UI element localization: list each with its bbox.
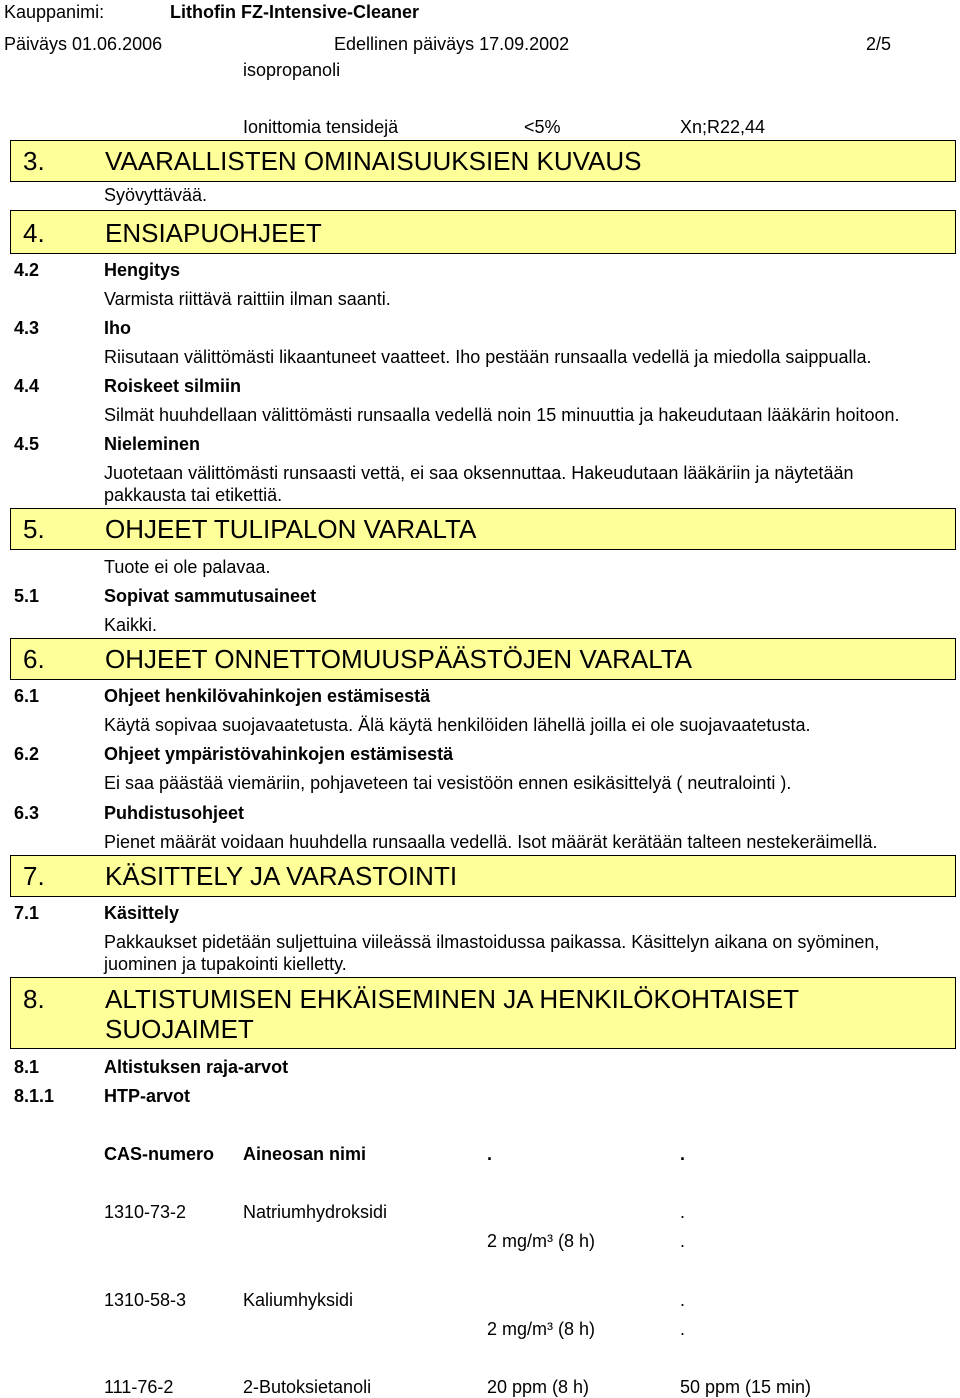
table-header-cas: CAS-numero [104, 1144, 215, 1164]
subsection-title: Nieleminen [104, 434, 201, 454]
subsection-title: HTP-arvot [104, 1086, 191, 1106]
subsection-number: 6.1 [14, 686, 40, 706]
subsection-title: Hengitys [104, 260, 181, 280]
table-cell-name: Kaliumhyksidi [243, 1290, 354, 1310]
ingredient-classification: Xn;R22,44 [680, 117, 766, 137]
table-cell-cas: 1310-73-2 [104, 1202, 187, 1222]
subsection-number: 7.1 [14, 903, 40, 923]
product-name: Lithofin FZ-Intensive-Cleaner [170, 2, 420, 22]
subsection-number: 8.1.1 [14, 1086, 55, 1106]
subsection-title: Ohjeet henkilövahinkojen estämisestä [104, 686, 431, 706]
subsection-title: Sopivat sammutusaineet [104, 586, 317, 606]
ingredient-isopropanoli: isopropanoli [243, 60, 341, 80]
table-cell-col4: 50 ppm (15 min) [680, 1377, 812, 1397]
section-6-header [10, 638, 956, 680]
previous-date: Edellinen päiväys 17.09.2002 [334, 34, 570, 54]
section-8-header [10, 977, 956, 1049]
section-title-line-2: SUOJAIMET [105, 1014, 254, 1044]
document-date: Päiväys 01.06.2006 [4, 34, 163, 54]
section-4-header [10, 210, 956, 254]
subsection-text-line-2: juominen ja tupakointi kielletty. [104, 954, 347, 974]
section-title: OHJEET TULIPALON VARALTA [105, 514, 477, 544]
subsection-title: Altistuksen raja-arvot [104, 1057, 289, 1077]
section-title: VAARALLISTEN OMINAISUUKSIEN KUVAUS [105, 146, 642, 176]
ingredient-amount: <5% [524, 117, 561, 137]
section-number: 7. [23, 861, 45, 891]
table-cell-name: 2-Butoksietanoli [243, 1377, 372, 1397]
subsection-number: 4.5 [14, 434, 40, 454]
section-number: 6. [23, 644, 45, 674]
subsection-number: 4.2 [14, 260, 40, 280]
section-3-text: Syövyttävää. [104, 185, 208, 205]
table-header-name: Aineosan nimi [243, 1144, 367, 1164]
table-cell-name: Natriumhydroksidi [243, 1202, 388, 1222]
table-cell-cas: 111-76-2 [104, 1377, 174, 1397]
subsection-title: Käsittely [104, 903, 180, 923]
table-cell-col3: 2 mg/m³ (8 h) [487, 1231, 596, 1251]
section-number: 3. [23, 146, 45, 176]
table-cell-col4: . [680, 1319, 686, 1339]
subsection-number: 5.1 [14, 586, 40, 606]
subsection-text: Riisutaan välittömästi likaantuneet vaatteet. Iho pestään runsaalla vedellä ja miedolla saippualla. [104, 347, 872, 367]
table-cell-col4: . [680, 1202, 686, 1222]
subsection-text: Silmät huuhdellaan välittömästi runsaalla vedellä noin 15 minuuttia ja hakeudutaan lääkärin hoitoon. [104, 405, 900, 425]
table-cell-col4: . [680, 1231, 686, 1251]
trade-name-label: Kauppanimi: [4, 2, 105, 22]
table-cell-col3: 2 mg/m³ (8 h) [487, 1319, 596, 1339]
section-3-header [10, 140, 956, 182]
section-5-text: Tuote ei ole palavaa. [104, 557, 271, 577]
subsection-text-line-1: Pakkaukset pidetään suljettuina viileässä ilmastoidussa paikassa. Käsittelyn aikana on syöminen, [104, 932, 880, 952]
table-header-col3: . [487, 1144, 493, 1164]
section-title-line-1: ALTISTUMISEN EHKÄISEMINEN JA HENKILÖKOHTAISET [105, 984, 799, 1014]
subsection-number: 6.3 [14, 803, 40, 823]
subsection-title: Iho [104, 318, 131, 338]
subsection-title: Puhdistusohjeet [104, 803, 245, 823]
section-title: ENSIAPUOHJEET [105, 218, 322, 248]
subsection-number: 4.4 [14, 376, 40, 396]
subsection-text: Pienet määrät voidaan huuhdella runsaalla vedellä. Isot määrät kerätään talteen nestekeräimellä. [104, 832, 878, 852]
subsection-text-line-1: Juotetaan välittömästi runsaasti vettä, ei saa oksennuttaa. Hakeudutaan lääkäriin ja näytetään [104, 463, 854, 483]
subsection-number: 6.2 [14, 744, 40, 764]
section-5-header [10, 508, 956, 550]
subsection-text-line-2: pakkausta tai etikettiä. [104, 485, 283, 505]
subsection-text: Varmista riittävä raittiin ilman saanti. [104, 289, 391, 309]
subsection-text: Ei saa päästää viemäriin, pohjaveteen tai vesistöön ennen esikäsittelyä ( neutralointi ). [104, 773, 792, 793]
section-7-header [10, 855, 956, 897]
page-number: 2/5 [866, 34, 892, 54]
subsection-text: Kaikki. [104, 615, 158, 635]
table-cell-col4: . [680, 1290, 686, 1310]
subsection-title: Ohjeet ympäristövahinkojen estämisestä [104, 744, 454, 764]
ingredient-name: Ionittomia tensidejä [243, 117, 399, 137]
subsection-title: Roiskeet silmiin [104, 376, 242, 396]
section-title: OHJEET ONNETTOMUUSPÄÄSTÖJEN VARALTA [105, 644, 693, 674]
subsection-number: 4.3 [14, 318, 40, 338]
section-number: 5. [23, 514, 45, 544]
section-title: KÄSITTELY JA VARASTOINTI [105, 861, 458, 891]
table-header-col4: . [680, 1144, 686, 1164]
table-cell-cas: 1310-58-3 [104, 1290, 187, 1310]
subsection-number: 8.1 [14, 1057, 40, 1077]
section-number: 4. [23, 218, 45, 248]
subsection-text: Käytä sopivaa suojavaatetusta. Älä käytä henkilöiden lähellä joilla ei ole suojavaatetusta. [104, 715, 811, 735]
section-number: 8. [23, 984, 45, 1014]
table-cell-col3: 20 ppm (8 h) [487, 1377, 590, 1397]
